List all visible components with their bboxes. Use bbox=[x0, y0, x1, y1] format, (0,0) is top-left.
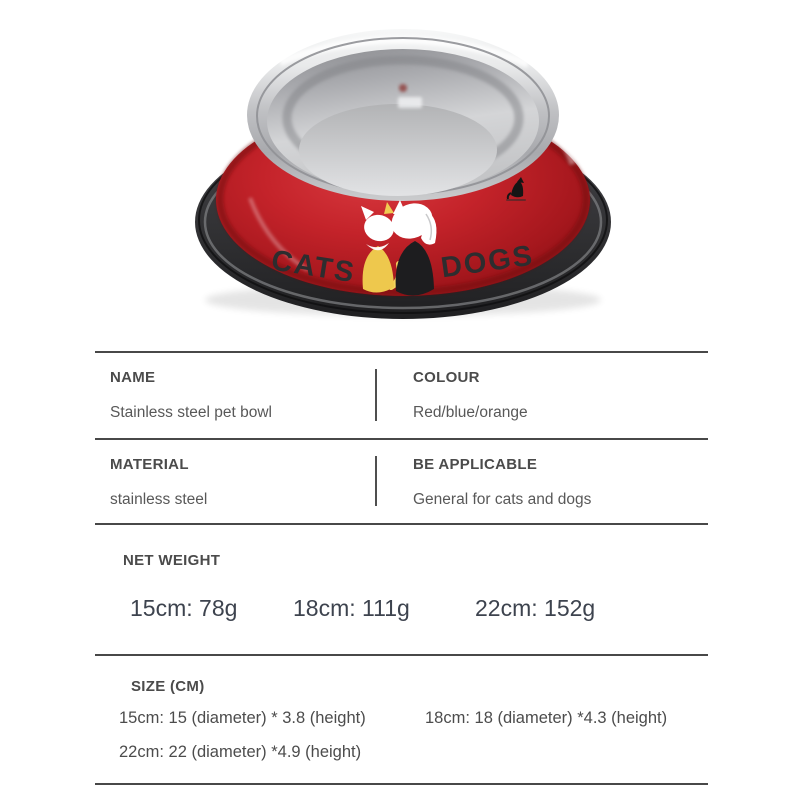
spec-row-net-weight bbox=[95, 525, 708, 656]
spec-row-name-colour bbox=[95, 353, 708, 440]
net-weight-22cm: 22cm: 152g bbox=[475, 595, 596, 621]
spec-cell-material bbox=[95, 440, 375, 523]
spec-value-material: stainless steel bbox=[110, 491, 208, 508]
size-22cm: 22cm: 22 (diameter) *4.9 (height) bbox=[119, 743, 362, 762]
spec-label-material: MATERIAL bbox=[110, 456, 189, 473]
dogs-text: DOGS bbox=[439, 239, 537, 285]
cats-text: CATS bbox=[269, 244, 358, 290]
net-weight-values bbox=[123, 595, 708, 622]
size-row-1 bbox=[95, 708, 708, 729]
spec-label-name: NAME bbox=[110, 369, 156, 386]
net-weight-18cm: 18cm: 111g bbox=[293, 595, 410, 621]
net-weight-label: NET WEIGHT bbox=[123, 552, 221, 569]
spec-cell-name bbox=[95, 353, 375, 438]
spec-value-applicable: General for cats and dogs bbox=[413, 491, 592, 508]
spec-label-applicable: BE APPLICABLE bbox=[413, 456, 538, 473]
spec-row-material-applicable bbox=[95, 440, 708, 525]
size-label: SIZE (CM) bbox=[131, 678, 205, 695]
spec-cell-colour bbox=[377, 353, 708, 438]
net-weight-15cm: 15cm: 78g bbox=[130, 595, 238, 621]
spec-cell-applicable bbox=[377, 440, 708, 523]
bowl-illustration bbox=[0, 0, 800, 348]
size-15cm: 15cm: 15 (diameter) * 3.8 (height) bbox=[119, 709, 366, 727]
product-photo bbox=[0, 0, 800, 351]
spec-label-colour: COLOUR bbox=[413, 369, 480, 386]
steel-bowl bbox=[247, 29, 559, 201]
spec-table bbox=[95, 351, 708, 785]
size-18cm: 18cm: 18 (diameter) *4.3 (height) bbox=[425, 709, 668, 727]
size-row-2 bbox=[95, 742, 708, 763]
spec-value-name: Stainless steel pet bowl bbox=[110, 404, 272, 421]
spec-value-colour: Red/blue/orange bbox=[413, 404, 528, 421]
spec-row-size bbox=[95, 656, 708, 785]
